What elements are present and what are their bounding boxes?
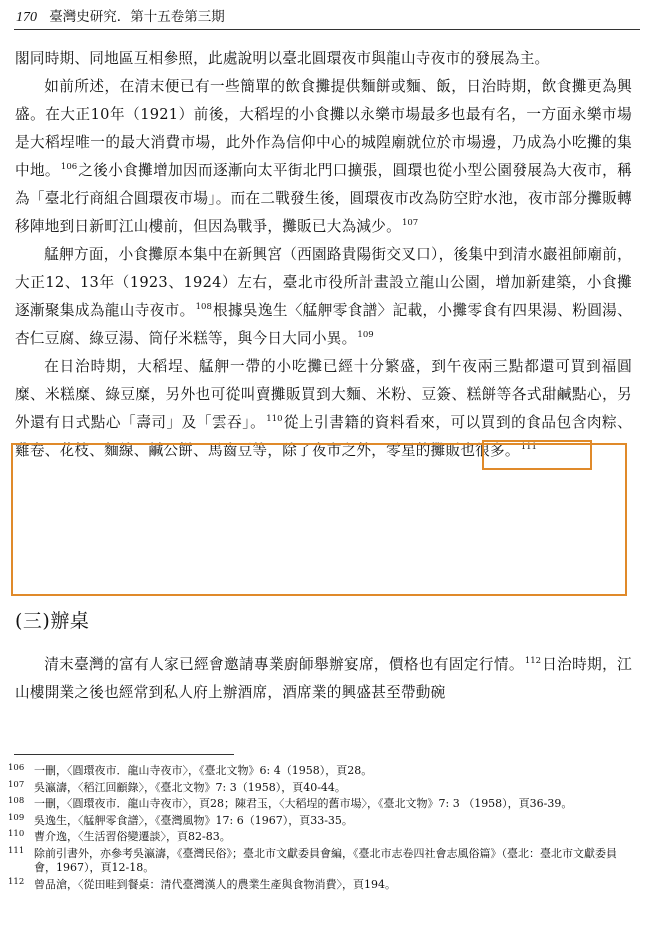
- footnote-ref: 108: [195, 302, 212, 312]
- highlight-box-phrase: [482, 440, 592, 470]
- paragraph-p1: [15, 73, 632, 241]
- footnote-text: 曾品滄，〈從田畦到餐桌：清代臺灣漢人的農業生產與食物消費〉，頁194。: [34, 877, 396, 891]
- footnotes: [8, 764, 638, 894]
- footnote-106: [8, 764, 638, 778]
- footnote-ref: 112: [524, 656, 542, 666]
- footnote-number: 112: [8, 876, 25, 887]
- paragraph-p4: [15, 651, 632, 707]
- footnote-number: 110: [8, 829, 25, 840]
- page-number: 170: [16, 10, 37, 25]
- footnote-text: 曹介逸，〈生活習俗變遷談〉，頁82-83。: [34, 830, 231, 844]
- footnote-112: [8, 878, 638, 892]
- paragraph-text: 艋舺方面，小食攤原本集中在新興宮（西園路貴陽街交叉口），後集中到清水巖祖師廟前，大正12、13年（1923、1924）左右，臺北市役所計畫設立龍山公園，增加新建築，小食攤逐漸聚集成為龍山寺夜市。: [15, 246, 632, 319]
- footnote-number: 106: [8, 763, 25, 773]
- footnote-text: 一刪，〈圓環夜市．龍山寺夜市〉，《臺北文物》6: 4（1958），頁28。: [34, 764, 373, 777]
- footnote-ref: 107: [401, 218, 419, 228]
- paragraph-text: 如前所述，在清末便已有一些簡單的飲食攤提供麵餅或麵、飯，日治時期，飲食攤更為興盛。在大正10年（1921）前後，大稻埕的小食攤以永樂市場最多也最有名，一方面永樂市場是大稻埕唯一的最大消費市場，此外作為信仰中心的城隍廟就位於市場邊，乃成為小吃攤的集中地。: [15, 78, 632, 179]
- paragraph-p2: [15, 241, 632, 353]
- footnote-ref: 110: [266, 414, 283, 424]
- footnote-111: [8, 847, 638, 875]
- header-rule: [14, 29, 640, 30]
- running-header: [16, 6, 225, 28]
- footnote-number: 107: [8, 779, 25, 790]
- main-text-continued: [15, 651, 632, 707]
- paragraph-text: 根據吳逸生〈艋舺零食譜〉記載，小攤零食有四果湯、粉圓湯、杏仁豆腐、綠豆湯、筒仔米糕等，與今日大同小異。: [15, 302, 632, 347]
- footnote-text: 吳瀛濤，〈稻江回顧錄〉，《臺北文物》7: 3（1958），頁40-44。: [34, 780, 346, 794]
- footnote-text: 吳逸生，〈艋舺零食譜〉，《臺灣風物》17: 6（1967），頁33-35。: [34, 813, 353, 827]
- footnote-109: [8, 814, 638, 828]
- footnote-107: [8, 781, 638, 795]
- paragraph-text: 日治時期，江山樓開業之後也經常到私人府上辦酒席，酒席業的興盛甚至帶動碗: [15, 656, 632, 701]
- footnote-ref: 111: [520, 442, 537, 452]
- footnote-number: 111: [8, 845, 25, 856]
- footnote-ref: 106: [60, 162, 78, 172]
- paragraph-p0: [15, 45, 632, 73]
- section-heading: (三)辦桌: [15, 610, 90, 632]
- paragraph-text: 之後小食攤增加因而逐漸向太平街北門口擴張，圓環也從小型公園發展為大夜市，稱為「臺北行商組合圓環夜市場」。而在二戰發生後，圓環夜市改為防空貯水池，夜市部分攤販轉移陣地到日新町江山樓前，但因為戰爭，攤販已大為減少。: [15, 162, 632, 235]
- footnote-110: [8, 830, 638, 844]
- footnote-number: 109: [8, 812, 25, 823]
- paragraph-text: 從上引書籍的資料看來，可以買到的食品包含肉粽、雞卷、花枝、麵線、鹹公餅、馬齒豆等，除了夜市之外，零星的攤販也很多。: [15, 414, 632, 459]
- journal-title: 臺灣史研究．第十五卷第三期: [49, 9, 225, 25]
- footnote-text: 除前引書外，亦參考吳瀛濤，《臺灣民俗》；臺北市文獻委員會編，《臺北市志卷四社會志風俗篇》（臺北：臺北市文獻委員會，1967），頁12-18。: [34, 846, 617, 875]
- paragraph-text: 在日治時期，大稻埕、艋舺一帶的小吃攤已經十分繁盛，到午夜兩三點都還可買到福圓糜、米糕糜、綠豆糜，另外也可從叫賣攤販買到大麵、米粉、豆簽、糕餅等各式甜鹹點心，另外還有日式點心「壽司」及「雲吞」。: [15, 358, 632, 431]
- footnote-text: 一刪，〈圓環夜市．龍山寺夜市〉，頁28；陳君玉，〈大稻埕的舊市場〉，《臺北文物》7: 3 （1958），頁36-39。: [34, 797, 573, 811]
- paragraph-text: 清末臺灣的富有人家已經會邀請專業廚師舉辦宴席，價格也有固定行情。: [44, 656, 524, 673]
- footnote-ref: 109: [357, 330, 374, 340]
- paragraph-text: 閣同時期、同地區互相參照，此處說明以臺北圓環夜市與龍山寺夜市的發展為主。: [15, 50, 550, 67]
- main-text: [15, 45, 632, 465]
- footnote-number: 108: [8, 796, 25, 807]
- footnote-108: [8, 797, 638, 811]
- footnote-rule: [14, 754, 234, 755]
